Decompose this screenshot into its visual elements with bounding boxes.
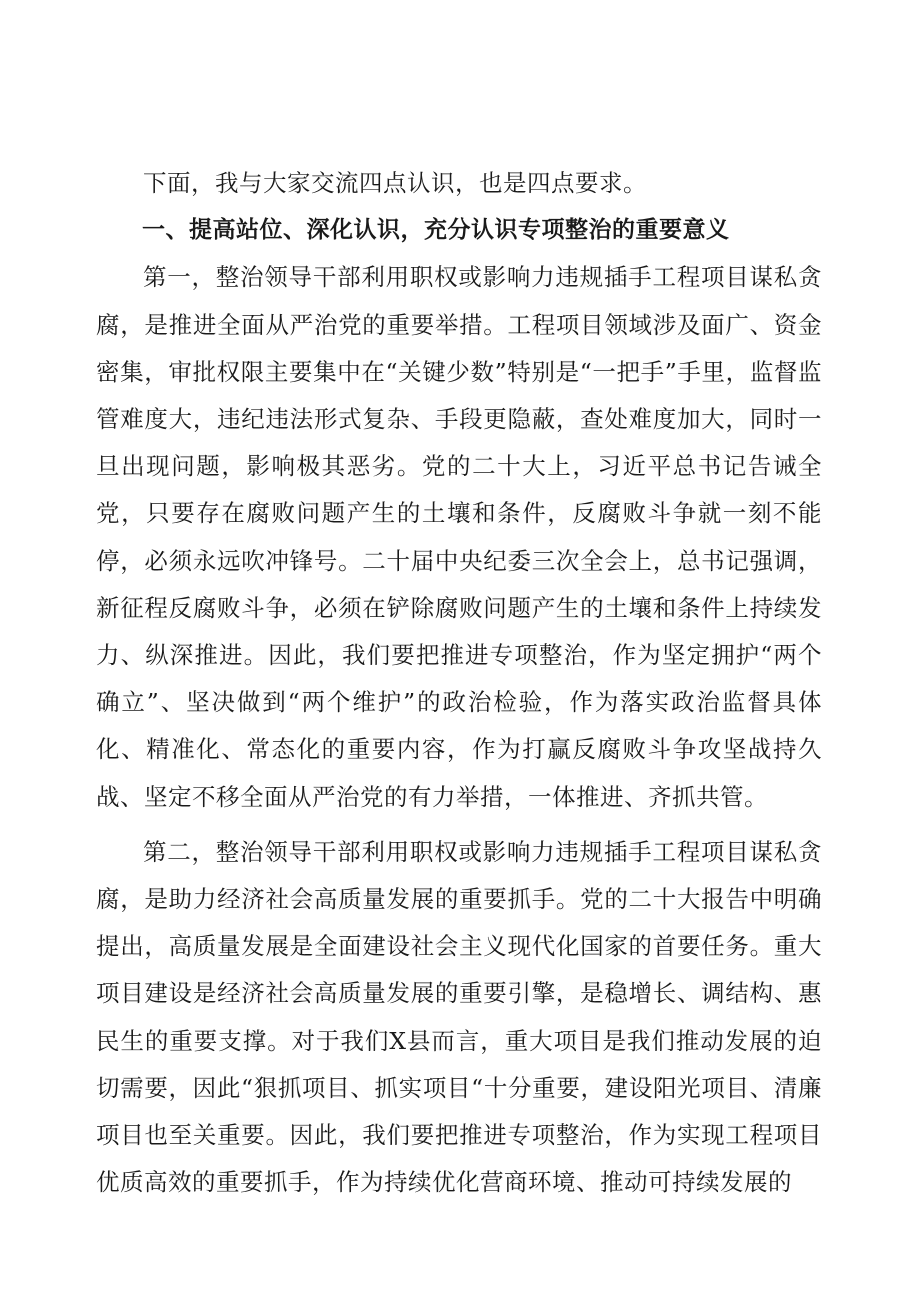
paragraph-second: 第二，整治领导干部利用职权或影响力违规插手工程项目谋私贪腐，是助力经济社会高质量发展的重要抓手。党的二十大报告中明确提出，高质量发展是全面建设社会主义现代化国家的首要任务。重大项目建设是经济社会高质量发展的重要引擎，是稳增长、调结构、惠民生的重要支撑。对于我们X县而言，重大项目是我们推动发展的迫切需要，因此“狠抓项目、抓实项目“十分重要，建设阳光项目、清廉项目也至关重要。因此，我们要把推进专项整治，作为实现工程项目优质高效的重要抓手，作为持续优化营商环境、推动可持续发展的 (96, 837, 822, 1197)
document-body (96, 160, 822, 1206)
section-heading: 一、提高站位、深化认识，充分认识专项整治的重要意义 (142, 217, 730, 244)
paragraph-first: 第一，整治领导干部利用职权或影响力违规插手工程项目谋私贪腐，是推进全面从严治党的重要举措。工程项目领域涉及面广、资金密集，审批权限主要集中在“关键少数”特别是“一把手”手里，监督监管难度大，违纪违法形式复杂、手段更隐蔽，查处难度加大，同时一旦出现问题，影响极其恶劣。党的二十大上，习近平总书记告诫全党，只要存在腐败问题产生的土壤和条件，反腐败斗争就一刻不能停，必须永远吹冲锋号。二十届中央纪委三次全会上，总书记强调，新征程反腐败斗争，必须在铲除腐败问题产生的土壤和条件上持续发力、纵深推进。因此，我们要把推进专项整治，作为坚定拥护“两个确立”、坚决做到“两个维护”的政治检验，作为落实政治监督具体化、精准化、常态化的重要内容，作为打赢反腐败斗争攻坚战持久战、坚定不移全面从严治党的有力举措，一体推进、齐抓共管。 (96, 263, 822, 811)
intro-paragraph: 下面，我与大家交流四点认识，也是四点要求。 (143, 169, 647, 197)
paragraph-gap (96, 821, 822, 829)
